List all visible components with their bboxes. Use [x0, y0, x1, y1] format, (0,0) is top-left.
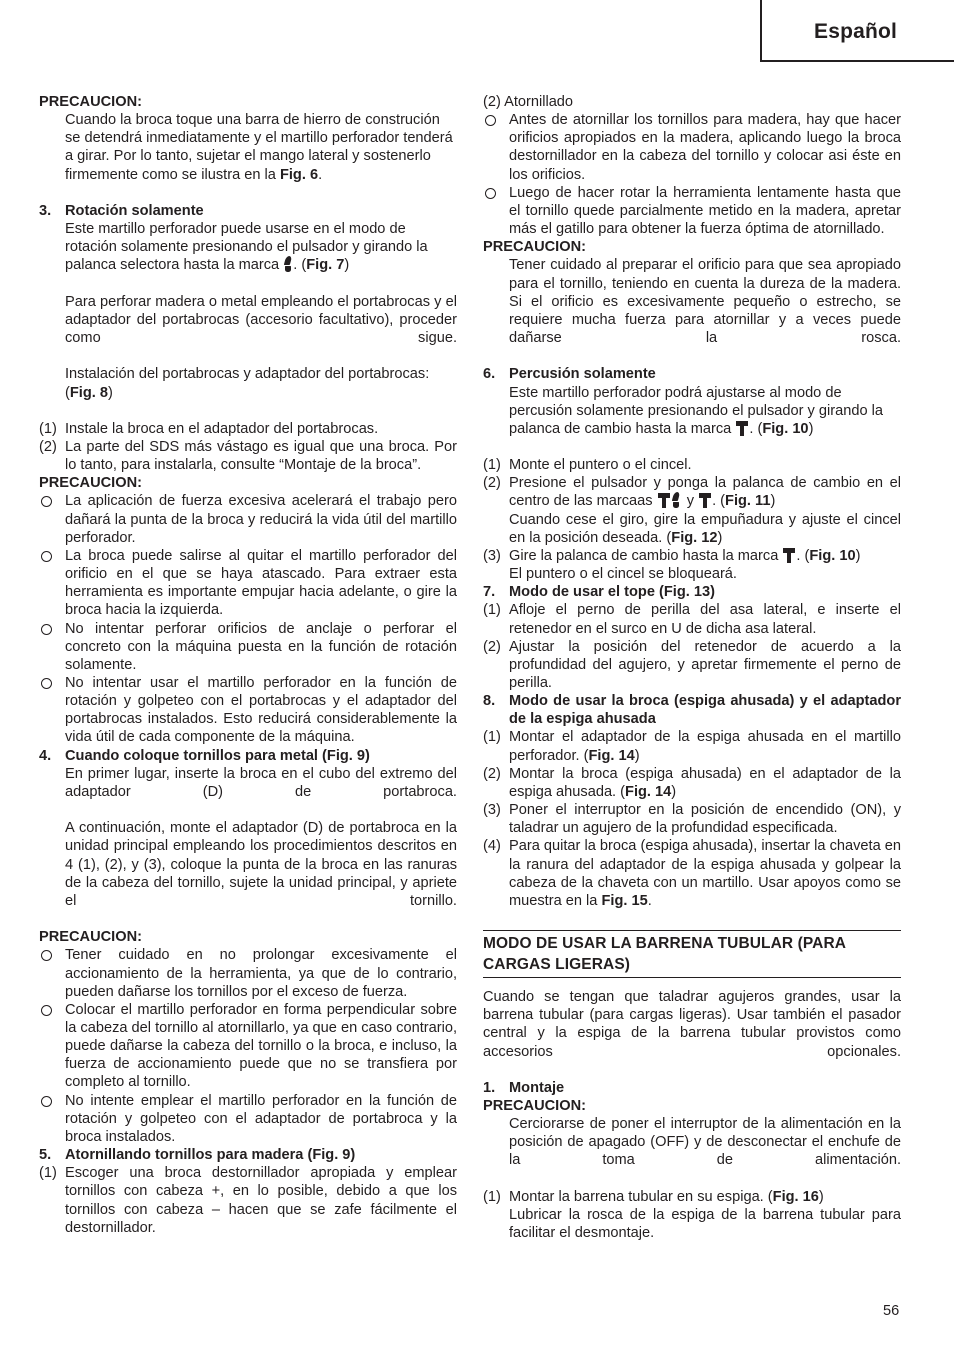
bullet-item: Colocar el martillo perforador en forma perpendicular sobre la cabeza del tornillo al atornillarlo, ya que en caso contrario, puede dañarse la cabeza del tornillo o la broca, e incluso, la fuerza de accionamiento puede que no se transfiera por completo al tornillo.	[39, 1001, 457, 1092]
section-heading	[483, 692, 901, 728]
list-item: (1) Montar la barrena tubular en su espiga. (Fig. 16) Lubricar la rosca de la espiga de la barrena tubular para facilitar el desmontaje.	[483, 1188, 901, 1242]
caution-label: PRECAUCION:	[483, 239, 586, 256]
list-item: (3) Gire la palanca de cambio hasta la marca . (Fig. 10) El puntero o el cincel se bloqueará.	[483, 547, 861, 583]
list-item: (1) Montar el adaptador de la espiga ahusada en el martillo perforador. (Fig. 14)	[483, 729, 901, 764]
fig-ref: Fig. 15	[601, 892, 648, 909]
hammer-mark-icon	[736, 420, 748, 436]
caution-text: Tener cuidado al preparar el orificio para que sea apropiado para el tornillo, teniendo en cuenta la dureza de la madera. Si el orificio es excesivamente pequeño o estrecho, se requiere mucha fuerza para atornillar y a veces puede dañarse la rosca.	[509, 257, 901, 347]
bullet-item: La broca puede salirse al quitar el martillo perforador del orificio en el que se haya atascado. Para extraer esta herramienta es importante empujar hacia adelante, o gire la broca hacia la izquierda.	[39, 547, 457, 620]
bullet-circle-icon	[41, 624, 52, 635]
section-heading	[39, 1146, 457, 1164]
list-item: (2) La parte del SDS más vástago es igual que una broca. Por lo tanto, para instalarla, consulte “Montaje de la broca”.	[39, 438, 457, 474]
section-title: Atornillando tornillos para madera (Fig. 9)	[65, 1147, 356, 1164]
fig-ref: Fig. 14	[625, 783, 672, 800]
paragraph: En primer lugar, inserte la broca en el cubo del extremo del adaptador (D) de portabroca.	[65, 765, 457, 800]
hammer-mark-icon	[783, 547, 795, 563]
rotation-hammer-mark-icon	[658, 492, 682, 508]
bullet-item: Luego de hacer rotar la herramienta lentamente hasta que el tornillo quede parcialmente metido en la madera, apretar más el gatillo para obtener la fuerza óptima de atornillado.	[483, 184, 901, 238]
paragraph: A continuación, monte el adaptador (D) de portabroca en la unidad principal empleando los procedimientos descritos en 4 (1), (2), y (3), coloque la punta de la broca en las ranuras de la cabeza del tornillo, sujete la unidad principal, y apriete el tornillo.	[65, 820, 457, 909]
caution-label: PRECAUCION:	[39, 94, 142, 110]
paragraph: Instalación del portabrocas y adaptador del portabrocas: (Fig. 8)	[65, 366, 430, 401]
rotation-part-icon	[672, 492, 680, 508]
section-number: 1.	[483, 1079, 496, 1096]
fig-ref: Fig. 6	[279, 166, 319, 183]
fig-ref: Fig. 8	[69, 384, 108, 401]
section-title: Modo de usar la broca (espiga ahusada) y el adaptador de la espiga ahusada	[509, 693, 901, 728]
hammer-part-icon	[658, 492, 670, 508]
bullet-item: Antes de atornillar los tornillos para madera, hay que hacer orificios apropiados en la madera, aplicando luego la broca destornillador en la cabeza del tornillo y colocar asi éste en los orificios.	[483, 111, 901, 184]
hammer-mark-icon	[699, 492, 711, 508]
bullet-item: Tener cuidado en no prolongar excesivamente el accionamiento de la herramienta, ya que de lo contrario, pueden dañarse los tornillos por el exceso de fuerza.	[39, 946, 457, 1000]
fig-ref: Fig. 12	[671, 529, 718, 546]
section-heading	[483, 583, 901, 601]
bullet-circle-icon	[41, 950, 52, 961]
fig-ref: Fig. 14	[588, 747, 635, 764]
caution-label: PRECAUCION:	[483, 1097, 586, 1114]
caution-text: Cuando la broca toque una barra de hierro de construción se detendrá inmediatamente y el martillo perforador tenderá a girar. Por lo tanto, sujetar el mango lateral y sostenerlo firmemente como se ilustra en la Fig. 6.	[65, 112, 453, 183]
paragraph: Cuando se tengan que taladrar agujeros grandes, usar la barrena tubular (para cargas ligeras). Usar también el pasador central y la espiga de la barrena tubular provistos como accesorios opcionales.	[483, 989, 901, 1060]
list-item: (3) Poner el interruptor en la posición de encendido (ON), y taladrar un agujero de la profundidad especificada.	[483, 802, 901, 837]
paragraph: Para perforar madera o metal empleando el portabrocas y el adaptador del portabrocas (accesorio facultativo), proceder como sigue.	[65, 293, 457, 347]
section-title: Modo de usar el tope (Fig. 13)	[509, 584, 715, 601]
fig-ref: Fig. 10	[762, 420, 809, 437]
list-item: (2) Atornillado	[483, 94, 574, 110]
section-number: 4.	[39, 747, 52, 764]
section-heading	[483, 1079, 901, 1097]
bullet-circle-icon	[41, 1096, 52, 1107]
fig-ref: Fig. 10	[809, 547, 856, 564]
list-item: (2) Presione el pulsador y ponga la palanca de cambio en el centro de las marcaas y . (Fig. 11) Cuando cese el giro, gire la empuñadura y ajuste el cincel en la posición deseada. (Fig. 12)	[483, 475, 901, 546]
section-title: Cuando coloque tornillos para metal (Fig. 9)	[65, 747, 370, 764]
section-number: 7.	[483, 584, 496, 601]
section-title: Rotación solamente	[65, 202, 204, 219]
bullet-circle-icon	[485, 188, 496, 199]
paragraph: Este martillo perforador podrá ajustarse al modo de percusión solamente presionando el pulsador y girando la palanca de cambio hasta la marca . (Fig. 10)	[509, 384, 884, 437]
section-number: 6.	[483, 366, 496, 383]
section-number: 5.	[39, 1147, 52, 1164]
caution-label: PRECAUCION:	[39, 929, 142, 946]
language-tab	[760, 0, 954, 62]
right-column	[483, 93, 901, 1242]
fig-ref: Fig. 7	[306, 257, 345, 274]
bullet-circle-icon	[485, 115, 496, 126]
bullet-item: No intentar perforar orificios de anclaje o perforar el concreto con la máquina puesta en la función de rotación solamente.	[39, 620, 457, 674]
section-number: 3.	[39, 202, 52, 219]
caution-label: PRECAUCION:	[39, 475, 142, 492]
list-item: (2) Montar la broca (espiga ahusada) en el adaptador de la espiga ahusada. (Fig. 14)	[483, 765, 901, 800]
bullet-circle-icon	[41, 496, 52, 507]
list-item: (4) Para quitar la broca (espiga ahusada), insertar la chaveta en la ranura del adaptador de la espiga ahusada y golpear la cabeza de la chaveta con un martillo. Usar apoyos como se muestra en la Fig. 15.	[483, 838, 901, 909]
fig-ref: Fig. 11	[725, 493, 771, 510]
language-label: Español	[814, 20, 898, 43]
bullet-item: No intente emplear el martillo perforador en la función de rotación y golpeteo con el adaptador de portabroca y la broca instalados.	[39, 1092, 457, 1146]
list-item: (1) Instale la broca en el adaptador del portabrocas.	[39, 420, 379, 437]
section-title: Montaje	[509, 1079, 565, 1096]
left-column	[39, 93, 457, 1237]
section-title: Percusión solamente	[509, 366, 656, 383]
section-header: MODO DE USAR LA BARRENA TUBULAR (PARA CARGAS LIGERAS)	[483, 930, 901, 978]
bullet-item: La aplicación de fuerza excesiva acelerará el trabajo pero dañará la punta de la broca y reducirá la vida útil del martillo perforador.	[39, 492, 457, 546]
page-number: 56	[883, 1303, 900, 1319]
list-item: (2) Ajustar la posición del retenedor de acuerdo a la profundidad del agujero, y apretar firmemente el perno de perilla.	[483, 638, 901, 691]
bullet-circle-icon	[41, 1005, 52, 1016]
list-item: (1) Escoger una broca destornillador apropiada y emplear tornillos con cabeza +, en lo posible, debido a que los tornillos con cabeza – hacen que se zafe fácilmente el destornillador.	[39, 1165, 457, 1236]
bullet-circle-icon	[41, 551, 52, 562]
bullet-circle-icon	[41, 678, 52, 689]
bullet-item: No intentar usar el martillo perforador en la función de rotación y golpeteo con el portabrocas y el adaptador del portabrocas instalados. Esto reducirá considerablemente la vida útil de cada componente de la máquina.	[39, 674, 457, 747]
list-item: (1) Monte el puntero o el cincel.	[483, 457, 692, 474]
caution-text: Cerciorarse de poner el interruptor de la alimentación en la posición de apagado (OFF) y de desconectar el enchufe de la toma de alimentación.	[509, 1116, 901, 1169]
list-item: (1) Afloje el perno de perilla del asa lateral, e inserte el retenedor en el surco en U de dicha asa lateral.	[483, 602, 901, 637]
fig-ref: Fig. 16	[772, 1188, 819, 1205]
section-heading	[39, 747, 457, 765]
section-heading	[483, 365, 901, 383]
section-heading	[39, 202, 457, 220]
section-number: 8.	[483, 693, 496, 710]
rotation-mark-icon	[284, 256, 292, 272]
paragraph: Este martillo perforador puede usarse en el modo de rotación solamente presionando el pulsador y girando la palanca selectora hasta la marca . (Fig. 7)	[65, 221, 428, 274]
